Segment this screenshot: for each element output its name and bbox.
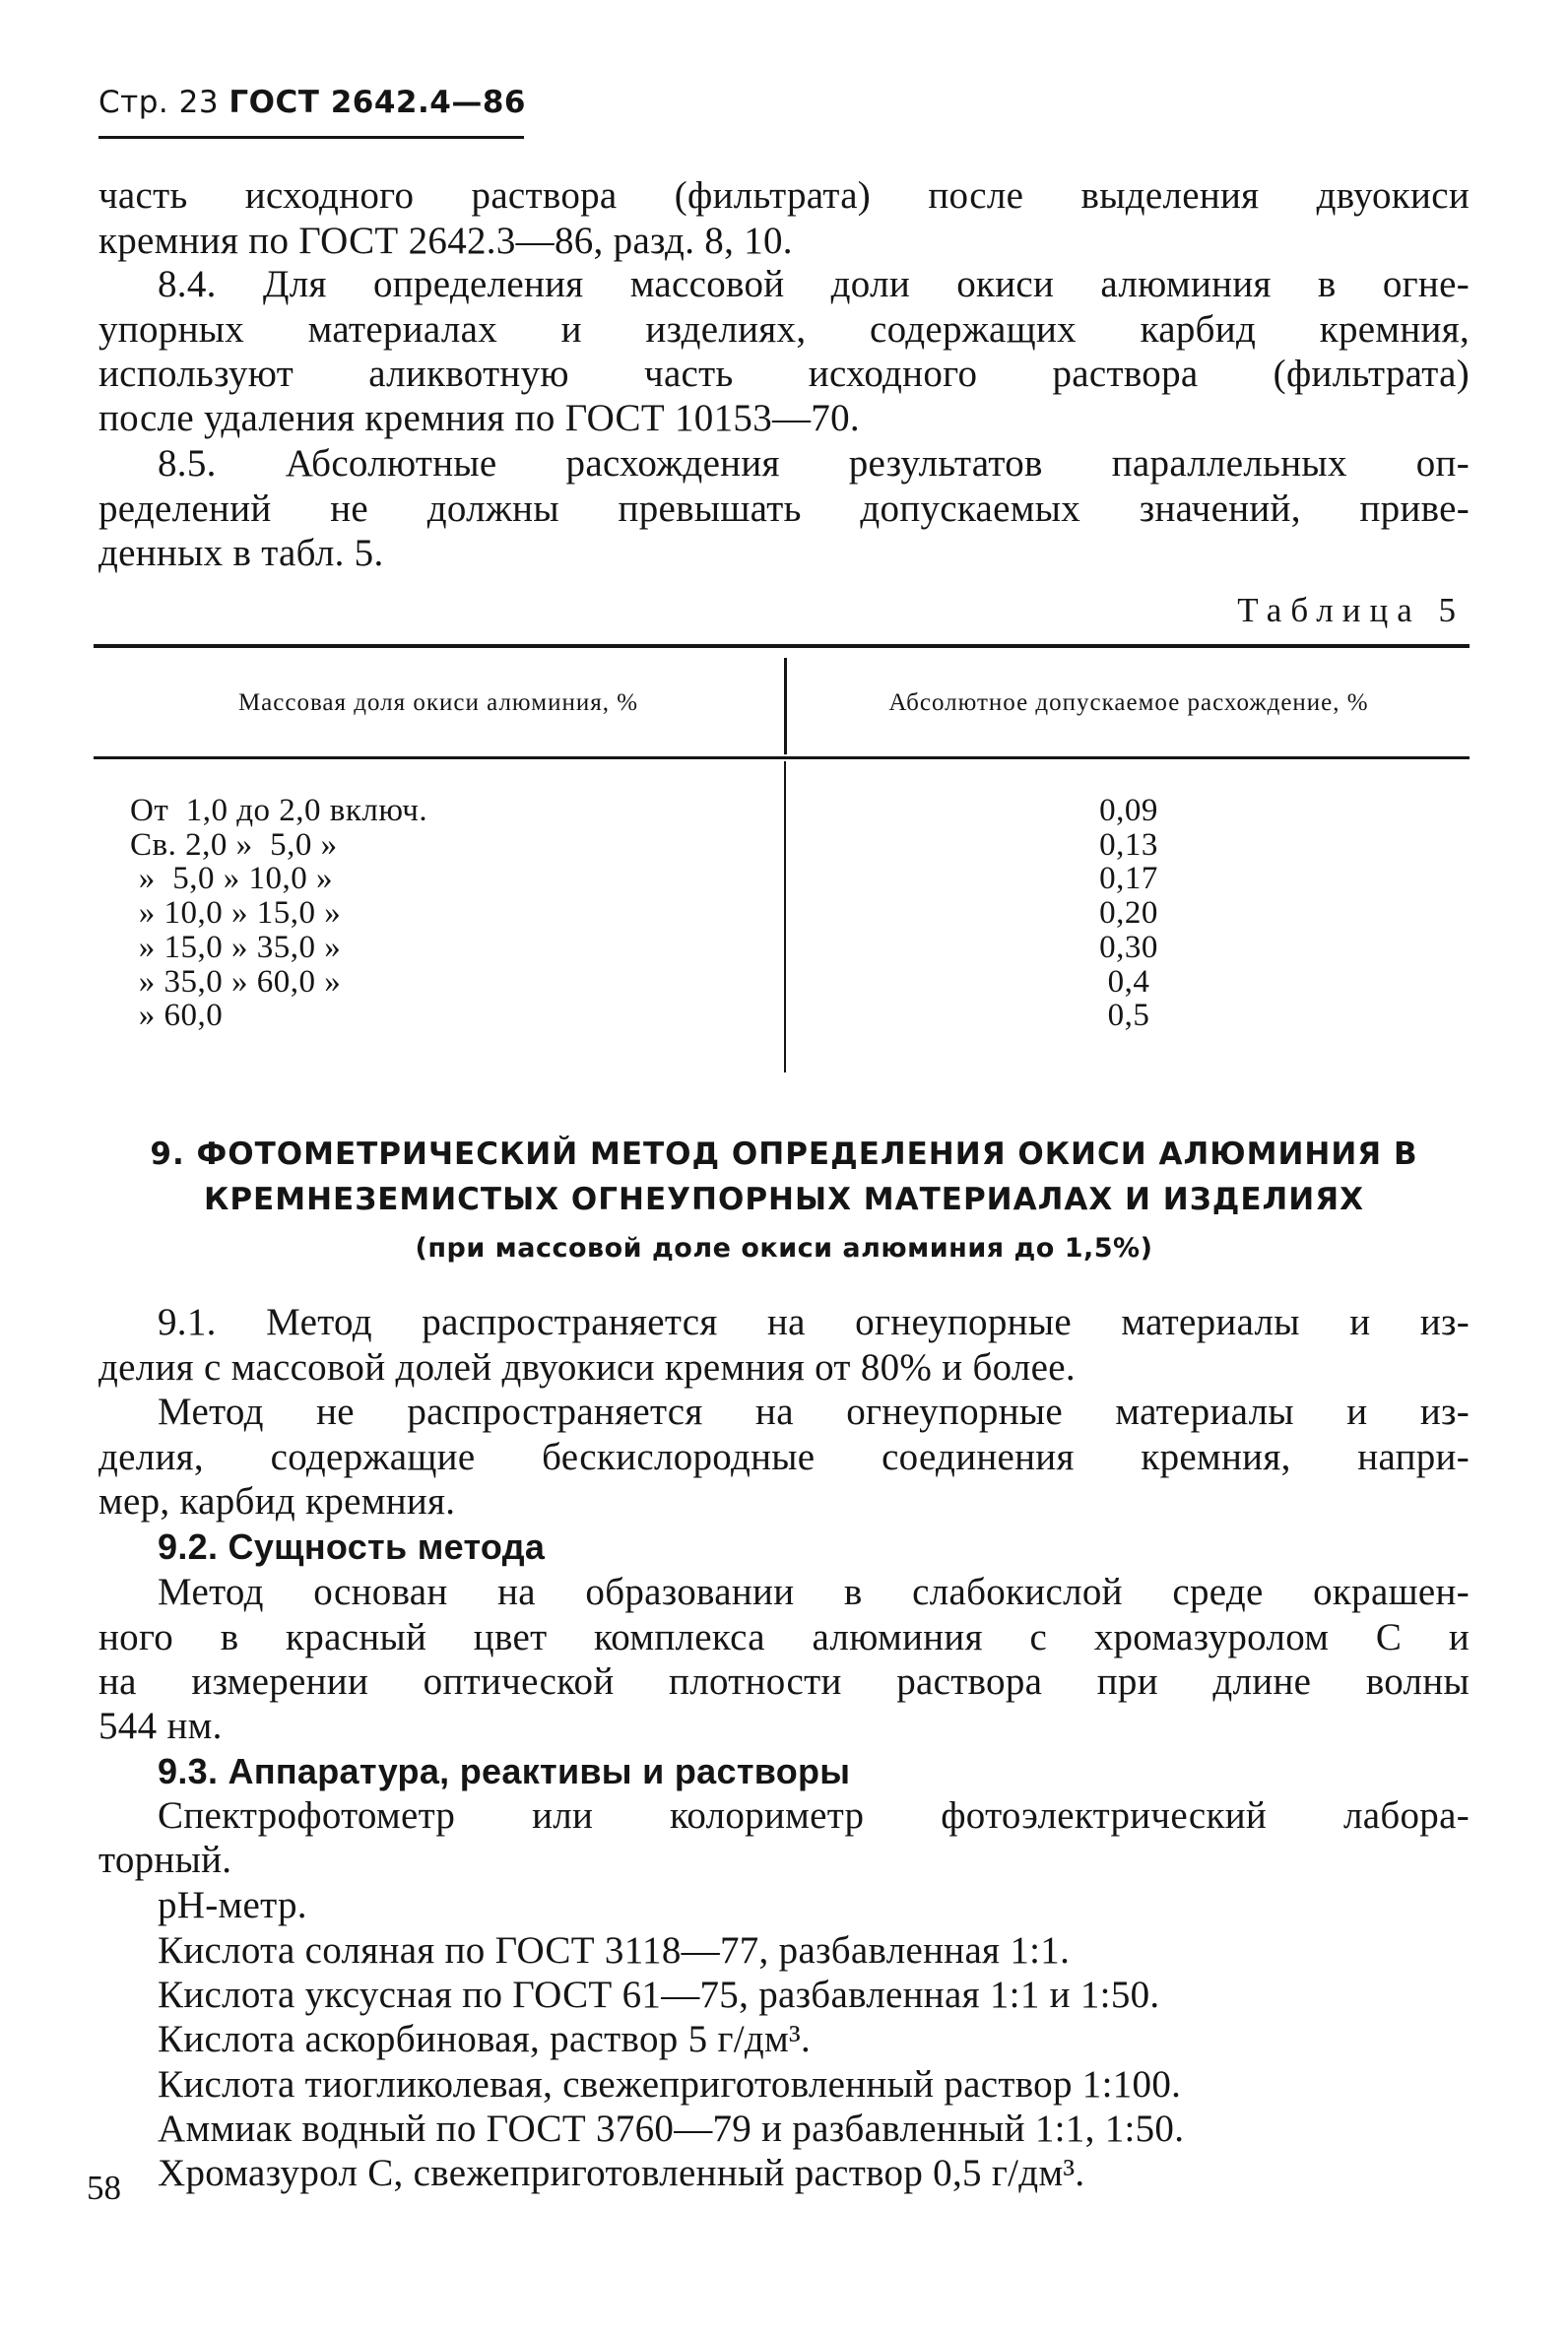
- intro-line: часть исходного раствора (фильтрата) после выделения двуокиси: [98, 174, 1470, 217]
- p93-line: торный.: [98, 1839, 232, 1881]
- header-standard: ГОСТ 2642.4—86: [229, 85, 526, 120]
- p85-line: 8.5. Абсолютные расхождения результатов параллельных оп-: [158, 442, 1470, 485]
- table-header-tolerance: Абсолютное допускаемое расхождение, %: [888, 689, 1369, 716]
- table-value-cell: 0,4: [1107, 963, 1150, 1000]
- p92-line: Метод основан на образовании в слабокислой среде окрашен-: [158, 1571, 1470, 1613]
- p84-line: 8.4. Для определения массовой доли окиси алюминия в огне-: [158, 263, 1470, 305]
- reagent-item: Кислота тиогликолевая, свежеприготовленный раствор 1:100.: [158, 2063, 1182, 2106]
- header-rule: [98, 136, 524, 139]
- table-value-cell: 0,13: [1099, 826, 1158, 863]
- intro-line: кремния по ГОСТ 2642.3—86, разд. 8, 10.: [98, 220, 793, 262]
- table-value-cell: 0,5: [1107, 998, 1150, 1034]
- table-value-column: [788, 794, 1470, 1033]
- running-header: [98, 85, 526, 120]
- table-value-cell: 0,30: [1099, 929, 1158, 965]
- p92-heading: 9.2. Сущность метода: [158, 1526, 546, 1567]
- table-range-cell: » 10,0 » 15,0 »: [130, 895, 342, 932]
- p91b-line: делия, содержащие бескислородные соединения кремния, напри-: [98, 1436, 1470, 1478]
- reagent-item: Аммиак водный по ГОСТ 3760—79 и разбавленный 1:1, 1:50.: [158, 2108, 1185, 2150]
- table-range-cell: » 15,0 » 35,0 »: [130, 929, 342, 965]
- reagent-item: pH-метр.: [158, 1884, 307, 1926]
- p92-line: 544 нм.: [98, 1705, 223, 1747]
- p91-line: делия с массовой долей двуокиси кремния от 80% и более.: [98, 1346, 1076, 1389]
- p84-line: используют аликвотную часть исходного раствора (фильтрата): [98, 353, 1470, 395]
- p92-line: ного в красный цвет комплекса алюминия с хромазуролом С и: [98, 1616, 1470, 1658]
- table-range-cell: Св. 2,0 » 5,0 »: [130, 826, 338, 863]
- table-header-rule: [94, 756, 1470, 759]
- table-range-cell: От 1,0 до 2,0 включ.: [130, 793, 428, 828]
- p84-line: после удаления кремния по ГОСТ 10153—70.: [98, 397, 860, 439]
- table-value-cell: 0,17: [1099, 861, 1158, 897]
- header-page-ref: Стр. 23: [98, 85, 220, 120]
- table-range-cell: » 60,0: [130, 998, 224, 1034]
- reagent-item: Кислота соляная по ГОСТ 3118—77, разбавленная 1:1.: [158, 1929, 1071, 1972]
- table-value-cell: 0,09: [1099, 793, 1158, 828]
- p84-line: упорных материалах и изделиях, содержащих карбид кремния,: [98, 308, 1470, 351]
- p91-line: 9.1. Метод распространяется на огнеупорные материалы и из-: [158, 1301, 1470, 1343]
- table-range-cell: » 35,0 » 60,0 »: [130, 963, 342, 1000]
- page-number: 58: [87, 2169, 121, 2207]
- p91b-line: Метод не распространяется на огнеупорные материалы и из-: [158, 1391, 1470, 1433]
- p85-line: ределений не должны превышать допускаемых значений, приве-: [98, 487, 1470, 530]
- section-title-line: КРЕМНЕЗЕМИСТЫХ ОГНЕУПОРНЫХ МАТЕРИАЛАХ И ИЗДЕЛИЯХ: [203, 1182, 1365, 1217]
- table-range-column: [130, 794, 427, 1033]
- table-caption: Таблица 5: [1237, 591, 1465, 629]
- section-subtitle: (при массовой доле окиси алюминия до 1,5%): [415, 1233, 1153, 1264]
- table-value-cell: 0,20: [1099, 895, 1158, 932]
- p93-heading: 9.3. Аппаратура, реактивы и растворы: [158, 1751, 851, 1791]
- p92-line: на измерении оптической плотности раствора при длине волны: [98, 1660, 1470, 1703]
- p85-line: денных в табл. 5.: [98, 532, 384, 574]
- reagent-item: Хромазурол С, свежеприготовленный раствор 0,5 г/дм³.: [158, 2152, 1085, 2194]
- table-header-divider: [784, 658, 787, 754]
- table-header-mass-fraction: Массовая доля окиси алюминия, %: [237, 689, 639, 716]
- p91b-line: мер, карбид кремния.: [98, 1480, 456, 1523]
- reagent-item: Кислота уксусная по ГОСТ 61—75, разбавленная 1:1 и 1:50.: [158, 1974, 1160, 2016]
- table-top-rule: [94, 644, 1470, 648]
- reagent-item: Кислота аскорбиновая, раствор 5 г/дм³.: [158, 2018, 812, 2060]
- table-column-divider: [784, 761, 786, 1072]
- section-title-line: 9. ФОТОМЕТРИЧЕСКИЙ МЕТОД ОПРЕДЕЛЕНИЯ ОКИСИ АЛЮМИНИЯ В: [150, 1136, 1418, 1172]
- p93-line: Спектрофотометр или колориметр фотоэлектрический лабора-: [158, 1794, 1470, 1837]
- table-range-cell: » 5,0 » 10,0 »: [130, 861, 333, 897]
